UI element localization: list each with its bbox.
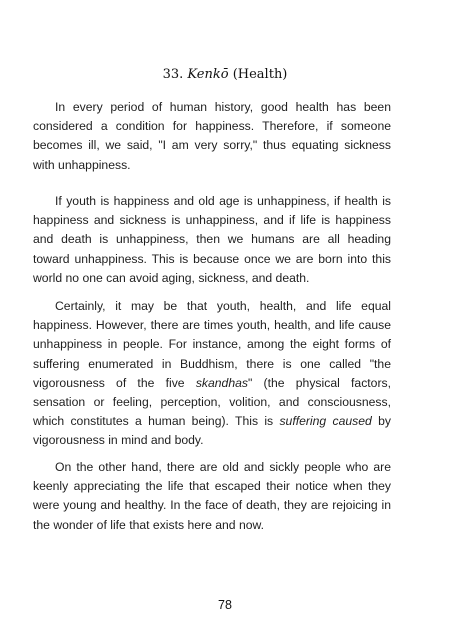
paragraph-3: [33, 297, 391, 451]
paragraph-text: [33, 297, 391, 451]
paragraph-2: [33, 192, 391, 288]
paragraph-text: If youth is happiness and old age is unhappiness, if health is happiness and sickness is unhappiness, and if life is happiness and death is unhappiness, then we humans are all heading toward unhappiness. This is because once we are born into this world no one can avoid aging, sickness, and death.: [33, 194, 391, 285]
paragraph-1: [33, 98, 391, 175]
paragraph-3-part-3: by vigorousness in mind and body.: [33, 414, 391, 448]
paragraph-4: [33, 458, 391, 535]
suffering-caused-phrase: suffering caused: [279, 414, 372, 429]
chapter-term: Kenkō: [187, 67, 229, 82]
skandhas-term: skandhas: [195, 375, 248, 390]
paragraph-text: On the other hand, there are old and sickly people who are keenly appreciating the life that escaped their notice when they were young and healthy. In the face of death, they are rejoicing in the wonder of life that exists here and now.: [33, 460, 391, 532]
paragraph-3-part-2: " (the physical factors, sensation or feeling, perception, volition, and consciousness, which constitutes a human being). This is: [33, 375, 391, 429]
paragraph-text: In every period of human history, good health has been considered a condition for happiness. Therefore, if someone becomes ill, we said, "I am very sorry," thus equating sickness with unhappiness.: [33, 100, 391, 172]
chapter-title: [0, 66, 450, 84]
page-number: 78: [218, 598, 232, 612]
paragraph-3-part-1: Certainly, it may be that youth, health, and life equal happiness. However, there are times youth, health, and life cause unhappiness in people. For instance, among the eight forms of suffering enumerated in Buddhism, there is one called "the vigorousness of the five: [33, 299, 391, 390]
chapter-subtitle: (Health): [232, 67, 288, 82]
chapter-number: 33.: [162, 67, 184, 82]
